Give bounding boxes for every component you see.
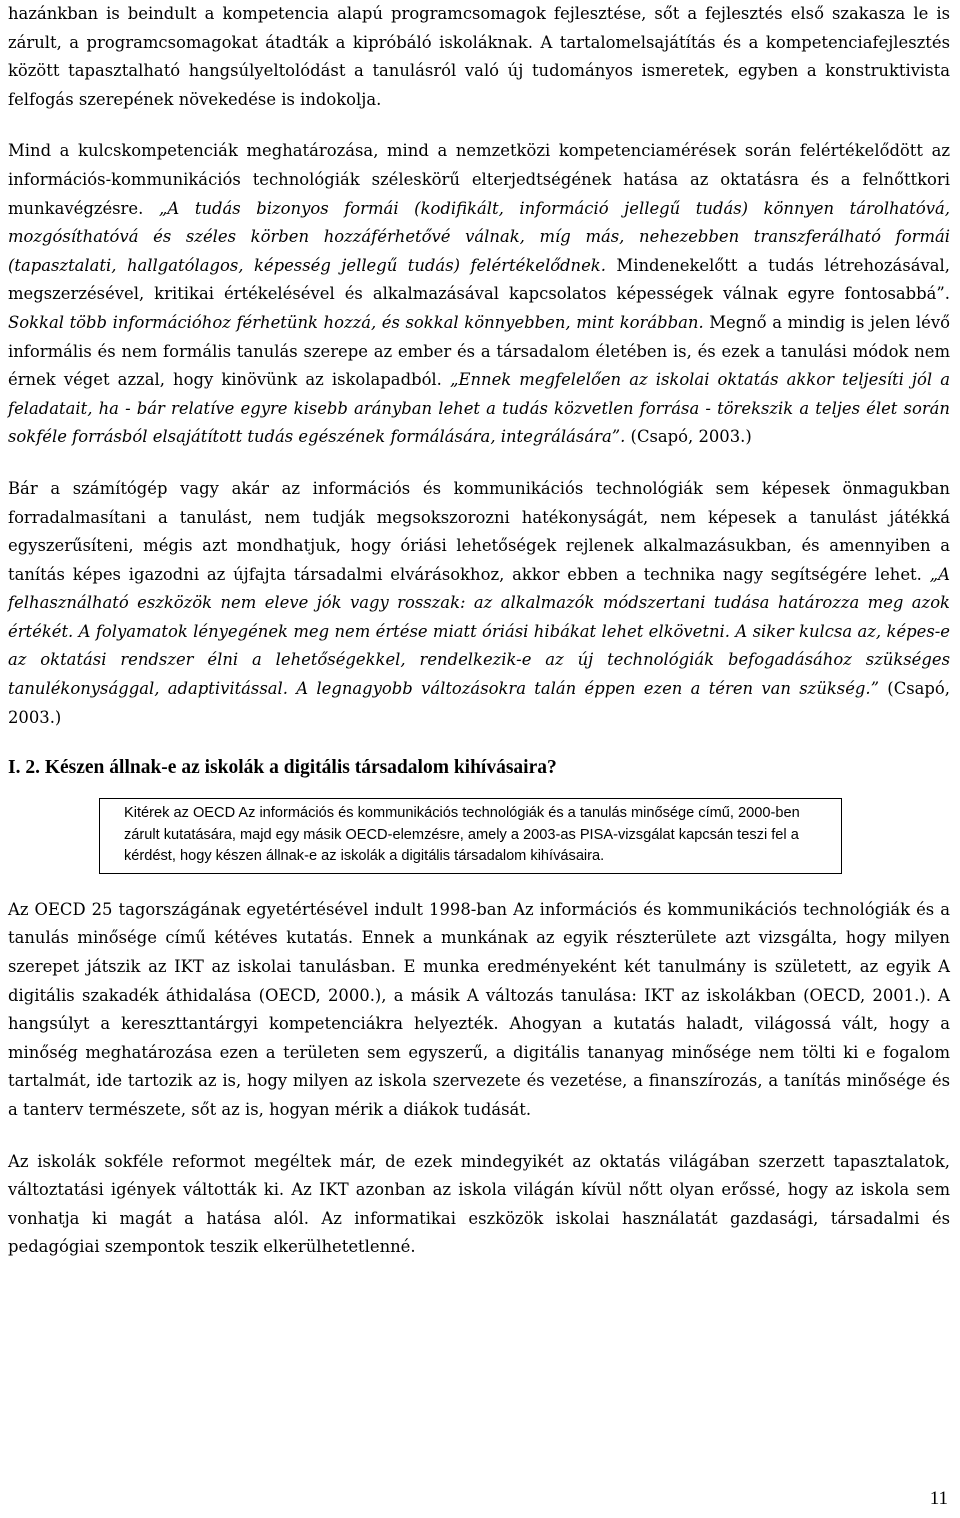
paragraph-1-text: hazánkban is beindult a kompetencia alapú programcsomagok fejlesztése, sőt a fejlesztés első szakasza le is zárult, a programcsomagokat átadták a kipróbáló iskoláknak. A tartalomelsajátítás és a kompetenciafejlesztés között tapasztalható hangsúlyeltolódást a tanulásról való új tudományos ismeretek, egyben a konstruktivista felfogás szerepének növekedése is indokolja. — [8, 4, 950, 109]
paragraph-2-cont: Megnő a mindig is jelen lévő informális és nem formális tanulás szerepe az ember és a társadalom életében is, és ezek a tanulási módok nem érnek véget azzal, hogy kinövünk az iskolapadból. — [8, 312, 950, 390]
quote-3: „Ennek megfelelően az iskolai oktatás akkor teljesíti jól a feladatait, ha - bár relatíve egyre kisebb arányban lehet a tudás közvetlen forrása - törekszik a teljes élet során sokféle forrásból elsajátított tudás egészének formálására, integrálására”. — [8, 370, 950, 447]
paragraph-5-text: Az iskolák sokféle reformot megéltek már, de ezek mindegyikét az oktatás világában szerzett tapasztalatok, változtatási igények váltották ki. Az IKT azonban az iskola világán kívül nőtt olyan erőssé, hogy az iskola sem vonhatja ki magát a hatása alól. Az informatikai eszközök iskolai használatát gazdasági, társadalmi és pedagógiai szempontok teszik elkerülhetetlenné. — [8, 1151, 950, 1257]
paragraph-2-middle: Mindenekelőtt a tudás létrehozásával, megszerzésével, kritikai értékelésével és alkalmazásával kapcsolatos képességek válnak egyre fontosabbá”. — [8, 255, 950, 304]
paragraph-5 — [8, 1148, 950, 1262]
paragraph-4 — [8, 896, 950, 1125]
summary-box-text: Kitérek az OECD Az információs és kommunikációs technológiák és a tanulás minősége című, 2000-ben zárult kutatására, majd egy másik OECD-elemzésre, amely a 2003-as PISA-vizsgálat kapcsán teszi fel a kérdést, hogy készen állnak-e az iskolák a digitális társadalom kihívásaira. — [124, 805, 800, 865]
paragraph-3 — [8, 475, 950, 732]
section-heading: I. 2. Készen állnak-e az iskolák a digitális társadalom kihívásaira? — [8, 757, 557, 779]
citation-1: (Csapó, 2003.) — [625, 427, 752, 447]
quote-4: „A felhasználható eszközök nem eleve jók vagy rosszak: az alkalmazók módszertani tudása határozza meg azok értékét. A folyamatok lényegének meg nem értése miatt óriási hibákat lehet elkövetni. A siker kulcsa az, képes-e az oktatási rendszer élni a lehetőségekkel, rendelkezik-e az új technológiák befogadásához szükséges tanulékonysággal, adaptivitással. A legnagyobb változásokra talán éppen ezen a téren van szükség.” — [8, 564, 950, 699]
paragraph-2 — [8, 137, 950, 452]
citation-2: (Csapó, 2003.) — [8, 679, 950, 727]
quote-1: „A tudás bizonyos formái (kodifikált, információ jellegű tudás) könnyen tárolhatóvá, mozgósíthatóvá és széles körben hozzáférhetővé válnak, míg más, nehezebben transzferálható formái (tapasztalati, hallgatólagos, képesség jellegű tudás) felértékelődnek. — [8, 198, 950, 275]
quote-2: Sokkal több információhoz férhetünk hozzá, és sokkal könnyebben, mint korábban. — [8, 312, 704, 332]
document-page — [8, 0, 950, 1262]
page-number: 11 — [929, 1488, 948, 1509]
summary-box — [99, 798, 842, 874]
paragraph-2-intro: Mind a kulcskompetenciák meghatározása, mind a nemzetközi kompetenciamérések során felértékelődött az információs-kommunikációs technológiák széleskörű elterjedtségének hatása az oktatásra és a felnőttkori munkavégzésre. — [8, 141, 950, 218]
paragraph-4-text: Az OECD 25 tagországának egyetértésével indult 1998-ban Az információs és kommunikációs technológiák és a tanulás minősége című kétéves kutatás. Ennek a munkának az egyik részterülete azt vizsgálta, hogy milyen szerepet játszik az IKT az iskolai tanulásban. E munka eredményeként két tanulmány is született, az egyik A digitális szakadék áthidalása (OECD, 2000.), a másik A változás tanulása: IKT az iskolákban (OECD, 2001.). A hangsúlyt a kereszttantárgyi kompetenciákra helyezték. Ahogyan a kutatás haladt, világossá vált, hogy a minőség meghatározása ezen a területen sem egyszerű, a digitális tananyag minősége nem tölti ki e fogalom tartalmát, ide tartozik az is, hogy milyen az iskola szervezete és vezetése, a finanszírozás, a tanítás minősége és a tanterv természete, sőt az is, hogyan mérik a diákok tudását. — [8, 899, 950, 1119]
paragraph-1 — [8, 0, 950, 114]
paragraph-3-intro: Bár a számítógép vagy akár az információs és kommunikációs technológiák sem képesek önmagukban forradalmasítani a tanulást, nem tudják megsokszorozni hatékonyságát, nem képesek a tanulást játékká egyszerűsíteni, mégis azt mondhatjuk, hogy óriási lehetőségek rejlenek alkalmazásukban, és amennyiben a tanítás képes igazodni az újfajta társadalmi elvárásokhoz, akkor ebben a technika nagy segítségére lehet. — [8, 478, 950, 584]
